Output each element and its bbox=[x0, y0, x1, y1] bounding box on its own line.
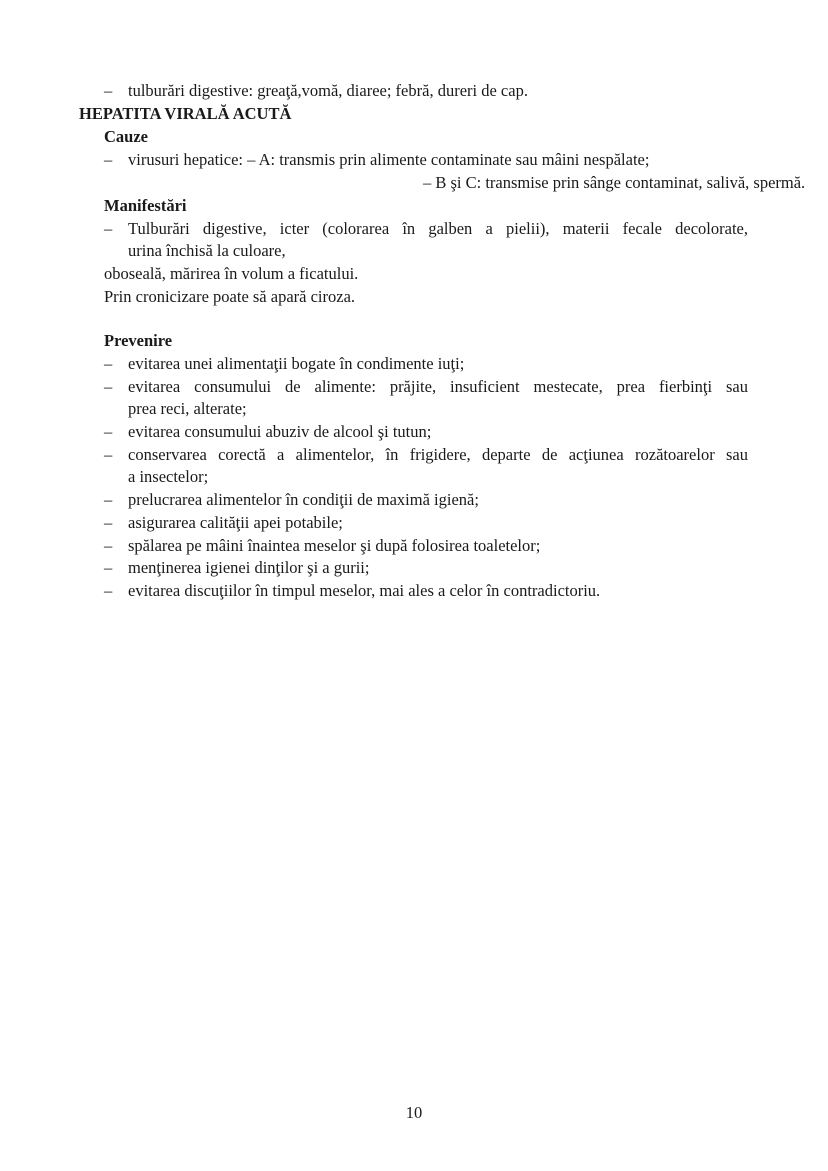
list-dash: – bbox=[104, 219, 113, 238]
list-dash: – bbox=[104, 377, 113, 396]
list-dash: – bbox=[104, 422, 113, 441]
prevention-item: evitarea consumului de alimente: prăjite, insuficient mestecate, prea fierbinţi sau bbox=[128, 377, 748, 396]
manifestations-text-2: Prin cronicizare poate să apară ciroza. bbox=[104, 287, 356, 306]
list-dash: – bbox=[104, 581, 113, 600]
prevention-heading: Prevenire bbox=[104, 331, 173, 350]
prevention-item: asigurarea calităţii apei potabile; bbox=[128, 513, 343, 532]
prevention-item: menţinerea igienei dinţilor şi a gurii; bbox=[128, 558, 370, 577]
prevention-item: evitarea discuţiilor în timpul meselor, mai ales a celor în contradictoriu. bbox=[128, 581, 601, 600]
list-dash: – bbox=[104, 445, 113, 464]
prevention-item: conservarea corectă a alimentelor, în frigidere, departe de acţiunea rozătoarelor sau bbox=[128, 445, 748, 464]
list-dash: – bbox=[104, 490, 113, 509]
prevention-item: evitarea unei alimentaţii bogate în condimente iuţi; bbox=[128, 354, 465, 373]
causes-line-1: virusuri hepatice: – A: transmis prin alimente contaminate sau mâini nespălate; bbox=[128, 150, 650, 169]
prevention-item: evitarea consumului abuziv de alcool şi tutun; bbox=[128, 422, 432, 441]
list-dash: – bbox=[104, 81, 113, 100]
manifestations-item-line-2: urina închisă la culoare, bbox=[128, 241, 286, 260]
causes-line-2: – B şi C: transmise prin sânge contaminat, salivă, spermă. bbox=[423, 173, 806, 192]
list-dash: – bbox=[104, 354, 113, 373]
page-number: 10 bbox=[405, 1103, 423, 1122]
intro-item: tulburări digestive: greaţă,vomă, diaree; febră, dureri de cap. bbox=[128, 81, 528, 100]
list-dash: – bbox=[104, 513, 113, 532]
manifestations-heading: Manifestări bbox=[104, 196, 187, 215]
prevention-item-continuation: a insectelor; bbox=[128, 467, 209, 486]
list-dash: – bbox=[104, 536, 113, 555]
list-dash: – bbox=[104, 558, 113, 577]
prevention-item: prelucrarea alimentelor în condiţii de maximă igienă; bbox=[128, 490, 479, 509]
list-dash: – bbox=[104, 150, 113, 169]
prevention-item: spălarea pe mâini înaintea meselor şi după folosirea toaletelor; bbox=[128, 536, 541, 555]
section-title: HEPATITA VIRALĂ ACUTĂ bbox=[79, 104, 292, 123]
manifestations-item-line-1: Tulburări digestive, icter (colorarea în galben a pielii), materii fecale decolorate, bbox=[128, 219, 748, 238]
causes-heading: Cauze bbox=[104, 127, 148, 146]
prevention-item-continuation: prea reci, alterate; bbox=[128, 399, 247, 418]
manifestations-text-1: oboseală, mărirea în volum a ficatului. bbox=[104, 264, 359, 283]
